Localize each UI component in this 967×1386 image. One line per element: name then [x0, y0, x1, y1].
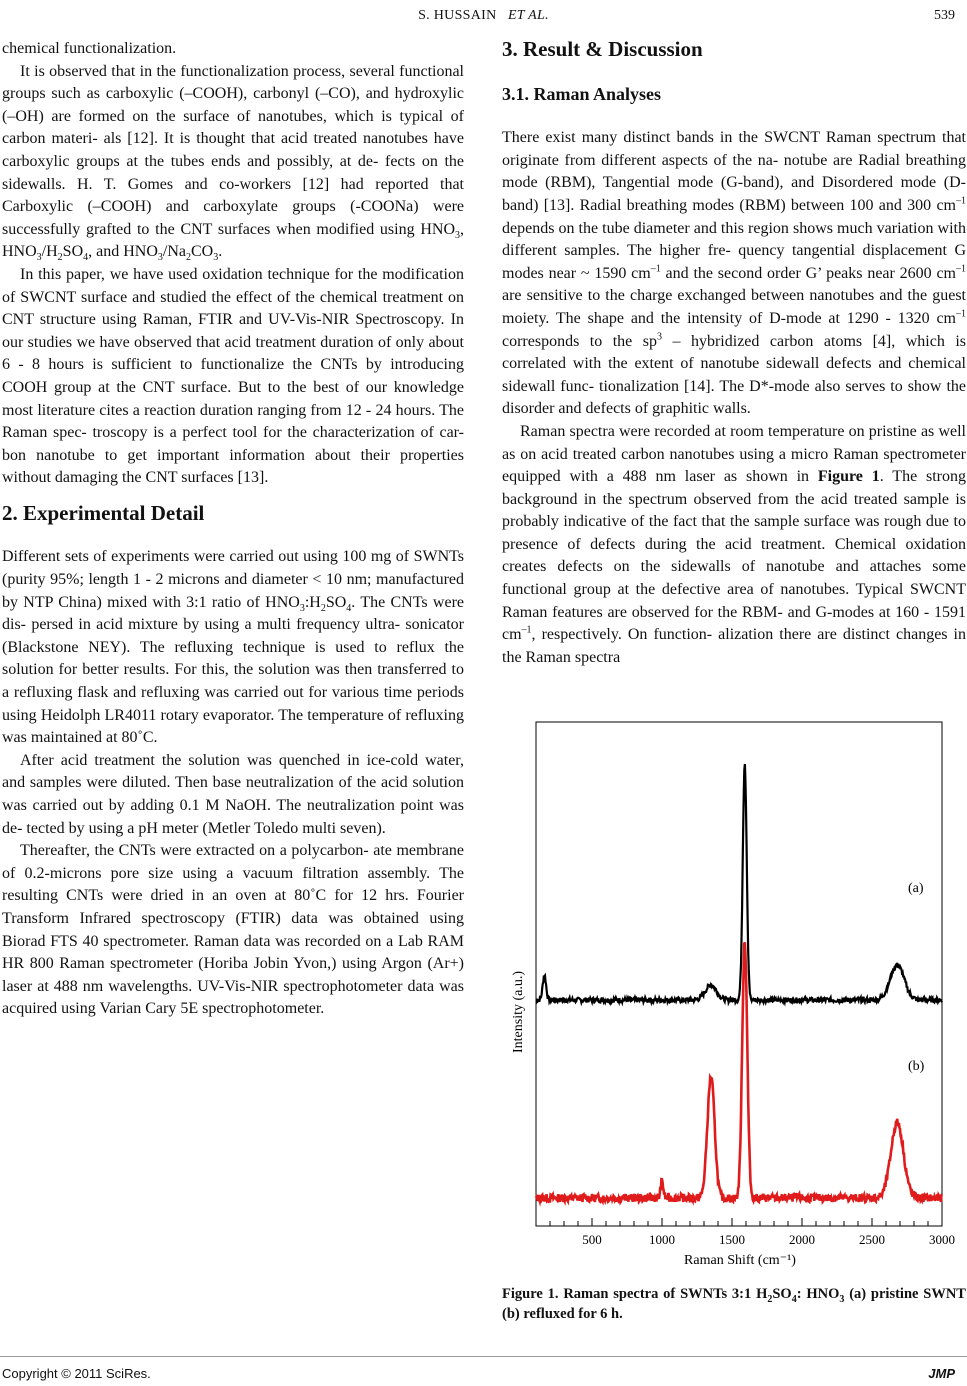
x-tick-label: 2500	[859, 1232, 885, 1247]
raman-spectra-chart	[500, 712, 966, 1284]
paragraph: Raman spectra were recorded at room temperature on pristine as well as on acid treated carbon nanotubes using a micro Raman spectrometer equipped with a 488 nm laser as shown in Figure 1. The strong background in the spectrum observed from the acid treated sample is probably indicative of the fact that the sample surface was rough due to presence of defects during the acid treatment. Chemical oxidation creates defects on the sidewalls of nanotube and attaches some functional group at the defective area of nanotubes. Typical SWCNT Raman features are observed for the RBM- and G-modes at 160 - 1591 $cm^{-1}$, respectively. On function- alization there are distinct changes in the Raman spectra	[502, 422, 966, 666]
left-column	[2, 38, 464, 1021]
footer-divider	[0, 1356, 967, 1357]
paragraph: Thereafter, the CNTs were extracted on a polycarbon- ate membrane of 0.2-microns pore size using a vacuum filtration assembly. The resulting CNTs were dried in an oven at 80˚C for 12 hrs. Fourier Transform Infrared spectroscopy (FTIR) data was obtained using Biorad FTS 40 spectrometer. Raman data was recorded on a Lab RAM HR 800 Raman spectrometer (Horiba Jobin Yvon,) using Argon (Ar+) laser at 488 nm wavelengths. UV-Vis-NIR spectrophotometer data was acquired using Varian Cary 5E spectrophotometer.	[2, 842, 464, 1018]
paragraph: Different sets of experiments were carried out using 100 mg of SWNTs (purity 95%; length 1 - 2 microns and diameter < 10 nm; manufactured by NTP China) mixed with 3:1 ratio of $HNO_3:H_2SO_4$. The CNTs were dis- persed in acid mixture by using a multi frequency ultra- sonicator (Blackstone NEY). The refluxing technique is used to reflux the solution for better results. For this, the solution was then transferred to a refluxing flask and refluxing was carried out for various time periods using Heidolph LR4011 rotary evaporator. The temperature of refluxing was maintained at 80˚C.	[2, 548, 465, 747]
section-heading: 3. Result & Discussion	[502, 37, 703, 61]
series-line-b	[536, 942, 942, 1202]
paragraph: After acid treatment the solution was quenched in ice-cold water, and samples were diluted. Then base neutralization of the acid solution was carried out by adding 0.1 M NaOH. The neutralization point was de- tected by using a pH meter (Metler Toledo multi seven).	[2, 751, 464, 837]
paragraph: In this paper, we have used oxidation technique for the modification of SWCNT surface and studied the effect of the chemical treatment on CNT structure using Raman, FTIR and UV-Vis-NIR Spectroscopy. In our studies we have observed that acid treatment duration of only about 6 - 8 hours is sufficient to functionalize the CNTs by introducing COOH group at the CNT surface. But to the best of our knowledge most literature cites a reaction duration ranging from 12 - 24 hours. The Raman spec- troscopy is a perfect tool for the characterization of car- bon nanotube to get important information about their properties without damaging the CNT surfaces [13].	[2, 265, 464, 487]
series-label-b: (b)	[908, 1059, 925, 1074]
running-header: S. HUSSAIN ET AL.	[418, 8, 549, 23]
footer-copyright: Copyright © 2011 SciRes.	[2, 1366, 151, 1381]
x-axis-label: Raman Shift (cm⁻¹)	[684, 1253, 796, 1268]
series-label-a: (a)	[908, 881, 924, 896]
right-column	[502, 38, 966, 669]
paragraph: There exist many distinct bands in the SWCNT Raman spectrum that originate from different aspects of the na- notube are Radial breathing mode (RBM), Tangential mode (G-band), and Disordered mode (D-band) [13]. Radial breathing modes (RBM) between 100 and 300 $cm^{-1}$ depends on the tube diameter and this region shows much variation with different samples. The higher fre- quency tangential displacement G modes near ~ 1590 $cm^{-1}$ and the second order G’ peaks near 2600 $cm^{-1}$ are sensitive to the charge exchanged between nanotubes and the guest moiety. The shape and the intensity of D-mode at 1290 - 1320 $cm^{-1}$ corresponds to the $sp^3$ – hybridized carbon atoms [4], which is correlated with the extent of nanotube sidewall defects and chemical sidewall func- tionalization [14]. The D*-mode also serves to show the disorder and defects of graphitic walls.	[502, 129, 967, 418]
x-tick-label: 1500	[719, 1232, 745, 1247]
y-axis-label: Intensity (a.u.)	[511, 970, 526, 1054]
subsection-heading: 3.1. Raman Analyses	[502, 83, 662, 104]
x-tick-label: 3000	[929, 1232, 955, 1247]
section-heading: 2. Experimental Detail	[2, 500, 205, 525]
paragraph: chemical functionalization.	[2, 40, 177, 57]
x-tick-label: 1000	[649, 1232, 675, 1247]
x-tick-label: 500	[582, 1232, 602, 1247]
footer-journal: JMP	[928, 1366, 955, 1381]
figure-caption: Figure 1. Raman spectra of SWNTs 3:1 $H_2SO_4$: $HNO_3$ (a) pristine SWNT (b) refluxed for 6 h.	[502, 1286, 966, 1322]
series-line-a	[536, 764, 942, 1003]
x-tick-label: 2000	[789, 1232, 815, 1247]
paragraph: It is observed that in the functionalization process, several functional groups such as carboxylic (–COOH), carbonyl (–CO), and hydroxylic (–OH) are formed on the surface of nanotubes, which is typical of carbon materi- als [12]. It is thought that acid treated nanotubes have carboxylic groups at the tubes ends and possibly, at de- fects on the sidewalls. H. T. Gomes and co-workers [12] had reported that Carboxylic (–COOH) and carboxylate groups (-COONa) were successfully grafted to the CNT surfaces when modified using $HNO_3$, $HNO_3/H_2SO_4$, and $HNO_3/Na_2CO_3$.	[2, 62, 464, 264]
page-number: 539	[934, 8, 955, 23]
